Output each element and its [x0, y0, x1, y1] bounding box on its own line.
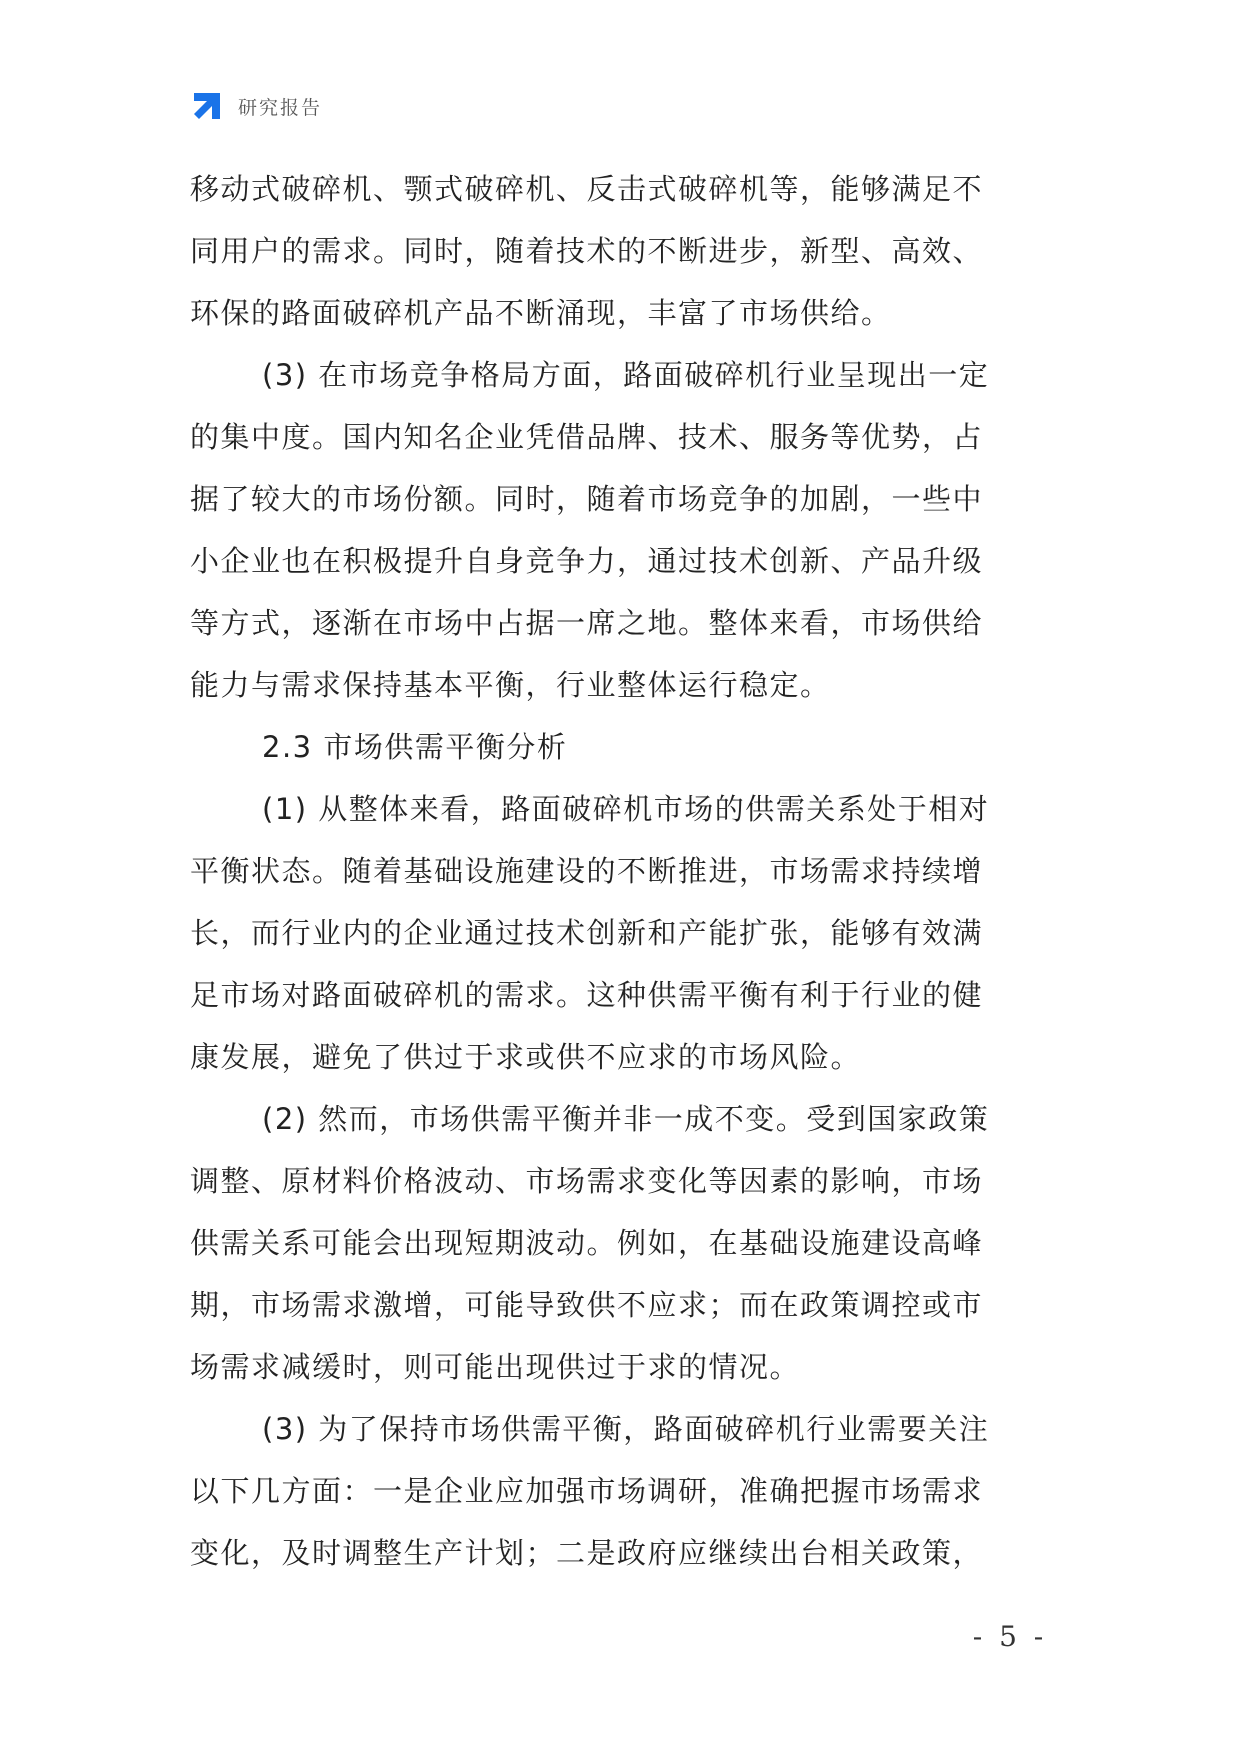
text-line: 长，而行业内的企业通过技术创新和产能扩张，能够有效满: [190, 916, 984, 950]
text-line: 的集中度。国内知名企业凭借品牌、技术、服务等优势，占: [190, 420, 984, 454]
section-heading: 2.3 市场供需平衡分析: [262, 730, 568, 764]
paragraph-start: (2) 然而，市场供需平衡并非一成不变。受到国家政策: [262, 1102, 990, 1136]
text-line: 供需关系可能会出现短期波动。例如，在基础设施建设高峰: [190, 1226, 984, 1260]
header-title: 研究报告: [238, 96, 323, 119]
text-line: 调整、原材料价格波动、市场需求变化等因素的影响，市场: [190, 1164, 984, 1198]
document-body: [190, 158, 1070, 1584]
text-line: 以下几方面：一是企业应加强市场调研，准确把握市场需求: [190, 1474, 984, 1508]
text-line: 等方式，逐渐在市场中占据一席之地。整体来看，市场供给: [190, 606, 984, 640]
paragraph-start: (3) 在市场竞争格局方面，路面破碎机行业呈现出一定: [262, 358, 990, 392]
text-line: 平衡状态。随着基础设施建设的不断推进，市场需求持续增: [190, 854, 984, 888]
report-header: [190, 88, 322, 124]
text-line: 变化，及时调整生产计划；二是政府应继续出台相关政策，: [190, 1536, 984, 1570]
text-line: 据了较大的市场份额。同时，随着市场竞争的加剧，一些中: [190, 482, 984, 516]
text-line: 环保的路面破碎机产品不断涌现，丰富了市场供给。: [190, 296, 892, 330]
text-line: 移动式破碎机、颚式破碎机、反击式破碎机等，能够满足不: [190, 172, 984, 206]
paragraph-start: (3) 为了保持市场供需平衡，路面破碎机行业需要关注: [262, 1412, 990, 1446]
text-line: 康发展，避免了供过于求或供不应求的市场风险。: [190, 1040, 862, 1074]
page-number: - 5 -: [972, 1620, 1048, 1653]
text-line: 能力与需求保持基本平衡，行业整体运行稳定。: [190, 668, 831, 702]
text-line: 场需求减缓时，则可能出现供过于求的情况。: [190, 1350, 801, 1384]
arrow-up-right-icon: [190, 89, 224, 123]
paragraph-start: (1) 从整体来看，路面破碎机市场的供需关系处于相对: [262, 792, 990, 826]
text-line: 小企业也在积极提升自身竞争力，通过技术创新、产品升级: [190, 544, 984, 578]
text-line: 期，市场需求激增，可能导致供不应求；而在政策调控或市: [190, 1288, 984, 1322]
text-line: 同用户的需求。同时，随着技术的不断进步，新型、高效、: [190, 234, 984, 268]
text-line: 足市场对路面破碎机的需求。这种供需平衡有利于行业的健: [190, 978, 984, 1012]
